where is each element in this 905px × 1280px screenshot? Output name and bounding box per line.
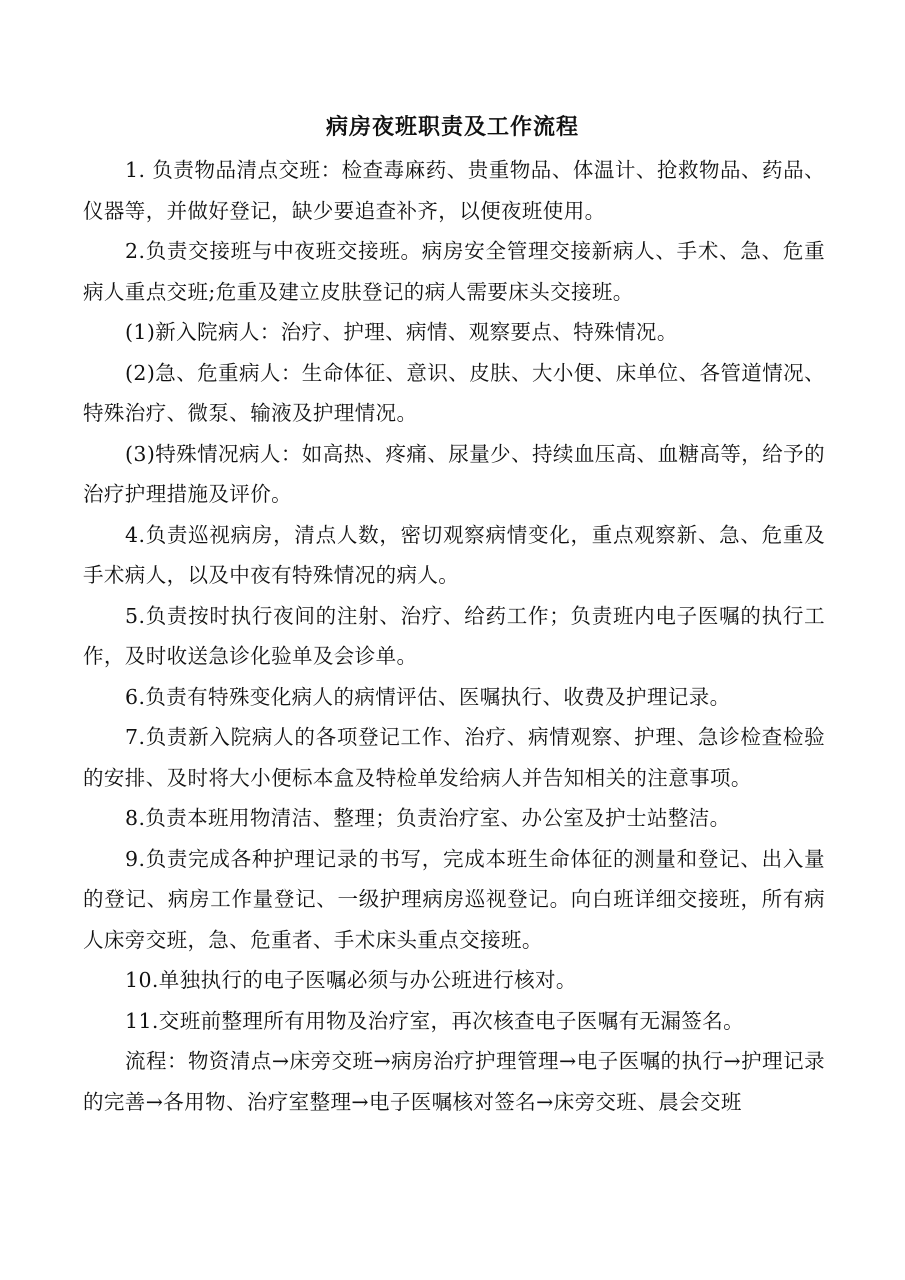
- duty-subitem-2: (2)急、危重病人：生命体征、意识、皮肤、大小便、床单位、各管道情况、特殊治疗、微泵、输液及护理情况。: [83, 360, 825, 425]
- document-body: [83, 150, 825, 1122]
- duty-item-9: 9.负责完成各种护理记录的书写，完成本班生命体征的测量和登记、出入量的登记、病房工作量登记、一级护理病房巡视登记。向白班详细交接班，所有病人床旁交班，急、危重者、手术床头重点交接班。: [83, 846, 825, 952]
- duty-item-1: 1. 负责物品清点交班：检查毒麻药、贵重物品、体温计、抢救物品、药品、仪器等，并做好登记，缺少要追查补齐，以便夜班使用。: [83, 158, 825, 223]
- duty-item-5: 5.负责按时执行夜间的注射、治疗、给药工作；负责班内电子医嘱的执行工作，及时收送急诊化验单及会诊单。: [83, 603, 825, 668]
- duty-item-8: 8.负责本班用物清洁、整理；负责治疗室、办公室及护士站整洁。: [125, 806, 731, 830]
- duty-item-2: 2.负责交接班与中夜班交接班。病房安全管理交接新病人、手术、急、危重病人重点交班;危重及建立皮肤登记的病人需要床头交接班。: [83, 239, 825, 304]
- duty-item-6: 6.负责有特殊变化病人的病情评估、医嘱执行、收费及护理记录。: [125, 684, 731, 709]
- duty-item-11: 11.交班前整理所有用物及治疗室，再次核查电子医嘱有无漏签名。: [125, 1008, 744, 1033]
- workflow-paragraph: 流程：物资清点→床旁交班→病房治疗护理管理→电子医嘱的执行→护理记录的完善→各用物、治疗室整理→电子医嘱核对签名→床旁交班、晨会交班: [83, 1049, 825, 1114]
- duty-item-4: 4.负责巡视病房，清点人数，密切观察病情变化，重点观察新、急、危重及手术病人，以及中夜有特殊情况的病人。: [83, 522, 825, 587]
- duty-subitem-3: (3)特殊情况病人：如高热、疼痛、尿量少、持续血压高、血糖高等，给予的治疗护理措施及评价。: [83, 441, 825, 506]
- duty-item-7: 7.负责新入院病人的各项登记工作、治疗、病情观察、护理、急诊检查检验的安排、及时将大小便标本盒及特检单发给病人并告知相关的注意事项。: [83, 725, 825, 790]
- duty-subitem-1: (1)新入院病人：治疗、护理、病情、观察要点、特殊情况。: [125, 320, 678, 344]
- duty-item-10: 10.单独执行的电子医嘱必须与办公班进行核对。: [125, 968, 577, 992]
- document-title: 病房夜班职责及工作流程: [325, 115, 579, 140]
